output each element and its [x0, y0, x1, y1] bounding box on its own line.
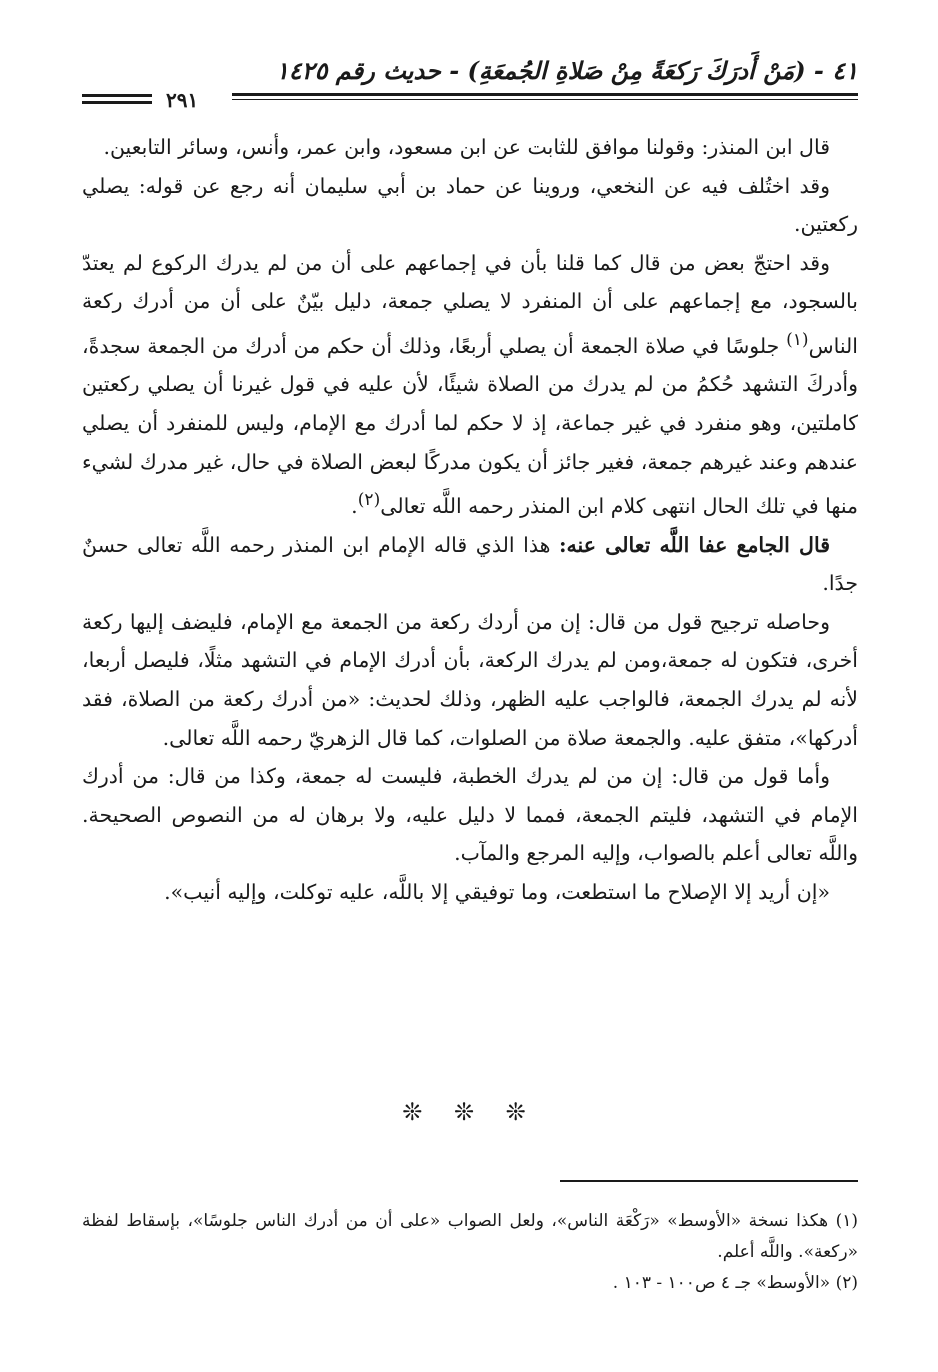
footnote-ref-1: (١): [786, 329, 809, 350]
footnote-1: (١) هكذا نسخة «الأوسط» «رَكْعَة الناس»، ولعل الصواب «على أن من أدرك الناس جلوسًا»، بإسقاط لفظة «ركعة». واللَّه أعلم.: [82, 1211, 858, 1262]
footnote-ref-2: (٢): [357, 490, 381, 511]
page-number: ٢٩١: [160, 88, 204, 112]
paragraph-3: [82, 244, 858, 526]
paragraph-6: وأما قول من قال: إن من لم يدرك الخطبة، فليست له جمعة، وكذا من قال: من أدرك الإمام في التشهد، فليتم الجمعة، فمما لا دليل عليه، ولا برهان له من النصوص الصحيحة. واللَّه تعالى أعلم بالصواب، وإليه المرجع والمآب.: [82, 764, 858, 866]
paragraph-3-text-b: جلوسًا في صلاة الجمعة أن يصلي أربعًا، وذلك أن حكم من أدرك من الجمعة سجدةً، وأدركَ التشهد حُكمُ من لم يدرك من الصلاة شيئًا، لأن عليه في قول غيرنا أن يصلي ركعتين كاملتين، وهو منفرد في غير جماعة، إذ لا حكم لما أدرك مع الإمام، وليس للمنفرد أن يصلي عندهم وعند غيرهم جمعة، فغير جائز أن يكون مدركًا لبعض الصلاة في حال، غير مدرك لشيء منها في تلك الحال انتهى كلام ابن المنذر رحمه اللَّه تعالى: [82, 333, 858, 518]
page-number-rule-bottom: [82, 101, 152, 104]
paragraph-4: [82, 526, 858, 603]
page-number-rule-top: [82, 94, 152, 97]
page-number-area: [82, 86, 232, 112]
compiler-note-text: هذا الذي قاله الإمام ابن المنذر رحمه اللَّه تعالى حسنٌ جدًا.: [82, 532, 858, 596]
paragraph-2: وقد اختُلف فيه عن النخعي، وروينا عن حماد بن أبي سليمان أنه رجع عن قوله: يصلي ركعتين.: [82, 173, 858, 237]
section-separator: ❊ ❊ ❊: [402, 1098, 538, 1126]
footnote-2: (٢) «الأوسط» جـ ٤ ص١٠٠ - ١٠٣ .: [612, 1273, 858, 1293]
paragraph-1: قال ابن المنذر: وقولنا موافق للثابت عن ابن مسعود، وابن عمر، وأنس، وسائر التابعين.: [103, 135, 830, 159]
paragraph-3-text-a: وقد احتجّ بعض من قال كما قلنا بأن في إجماعهم على أن من لم يدرك الركوع لم يعتدّ بالسجود، مع إجماعهم على أن المنفرد لا يصلي جمعة، دليل بيّنٌ على أن من أدرك ركعة الناس: [82, 250, 858, 358]
running-header: [82, 52, 858, 112]
paragraph-5: وحاصله ترجيح قول من قال: إن من أردك ركعة من الجمعة مع الإمام، فليضف إليها ركعة أخرى، فتكون له جمعة،ومن لم يدرك الركعة، بأن أدرك الإمام في التشهد مثلًا، فليصل أربعا، لأنه لم يدرك الجمعة، فالواجب عليه الظهر، وذلك لحديث: «من أدرك ركعة من الصلاة، فقد أدركها»، متفق عليه. والجمعة صلاة من الصلوات، كما قال الزهريّ رحمه اللَّه تعالى.: [82, 609, 858, 750]
footnote-rule: [560, 1180, 858, 1182]
paragraph-3-end: .: [351, 494, 358, 518]
chapter-title: ٤١ - (مَنْ أَدرَكَ رَكعَةً مِنْ صَلاةِ الجُمعَةِ) - حديث رقم ١٤٢٥: [275, 56, 858, 85]
paragraph-7: «إن أريد إلا الإصلاح ما استطعت، وما توفيقي إلا باللَّه، عليه توكلت، وإليه أنيب».: [164, 879, 830, 904]
footnotes: [82, 1206, 858, 1299]
main-text: [82, 128, 858, 912]
compiler-note-heading: قال الجامع عفا اللَّه تعالى عنه:: [558, 532, 830, 557]
